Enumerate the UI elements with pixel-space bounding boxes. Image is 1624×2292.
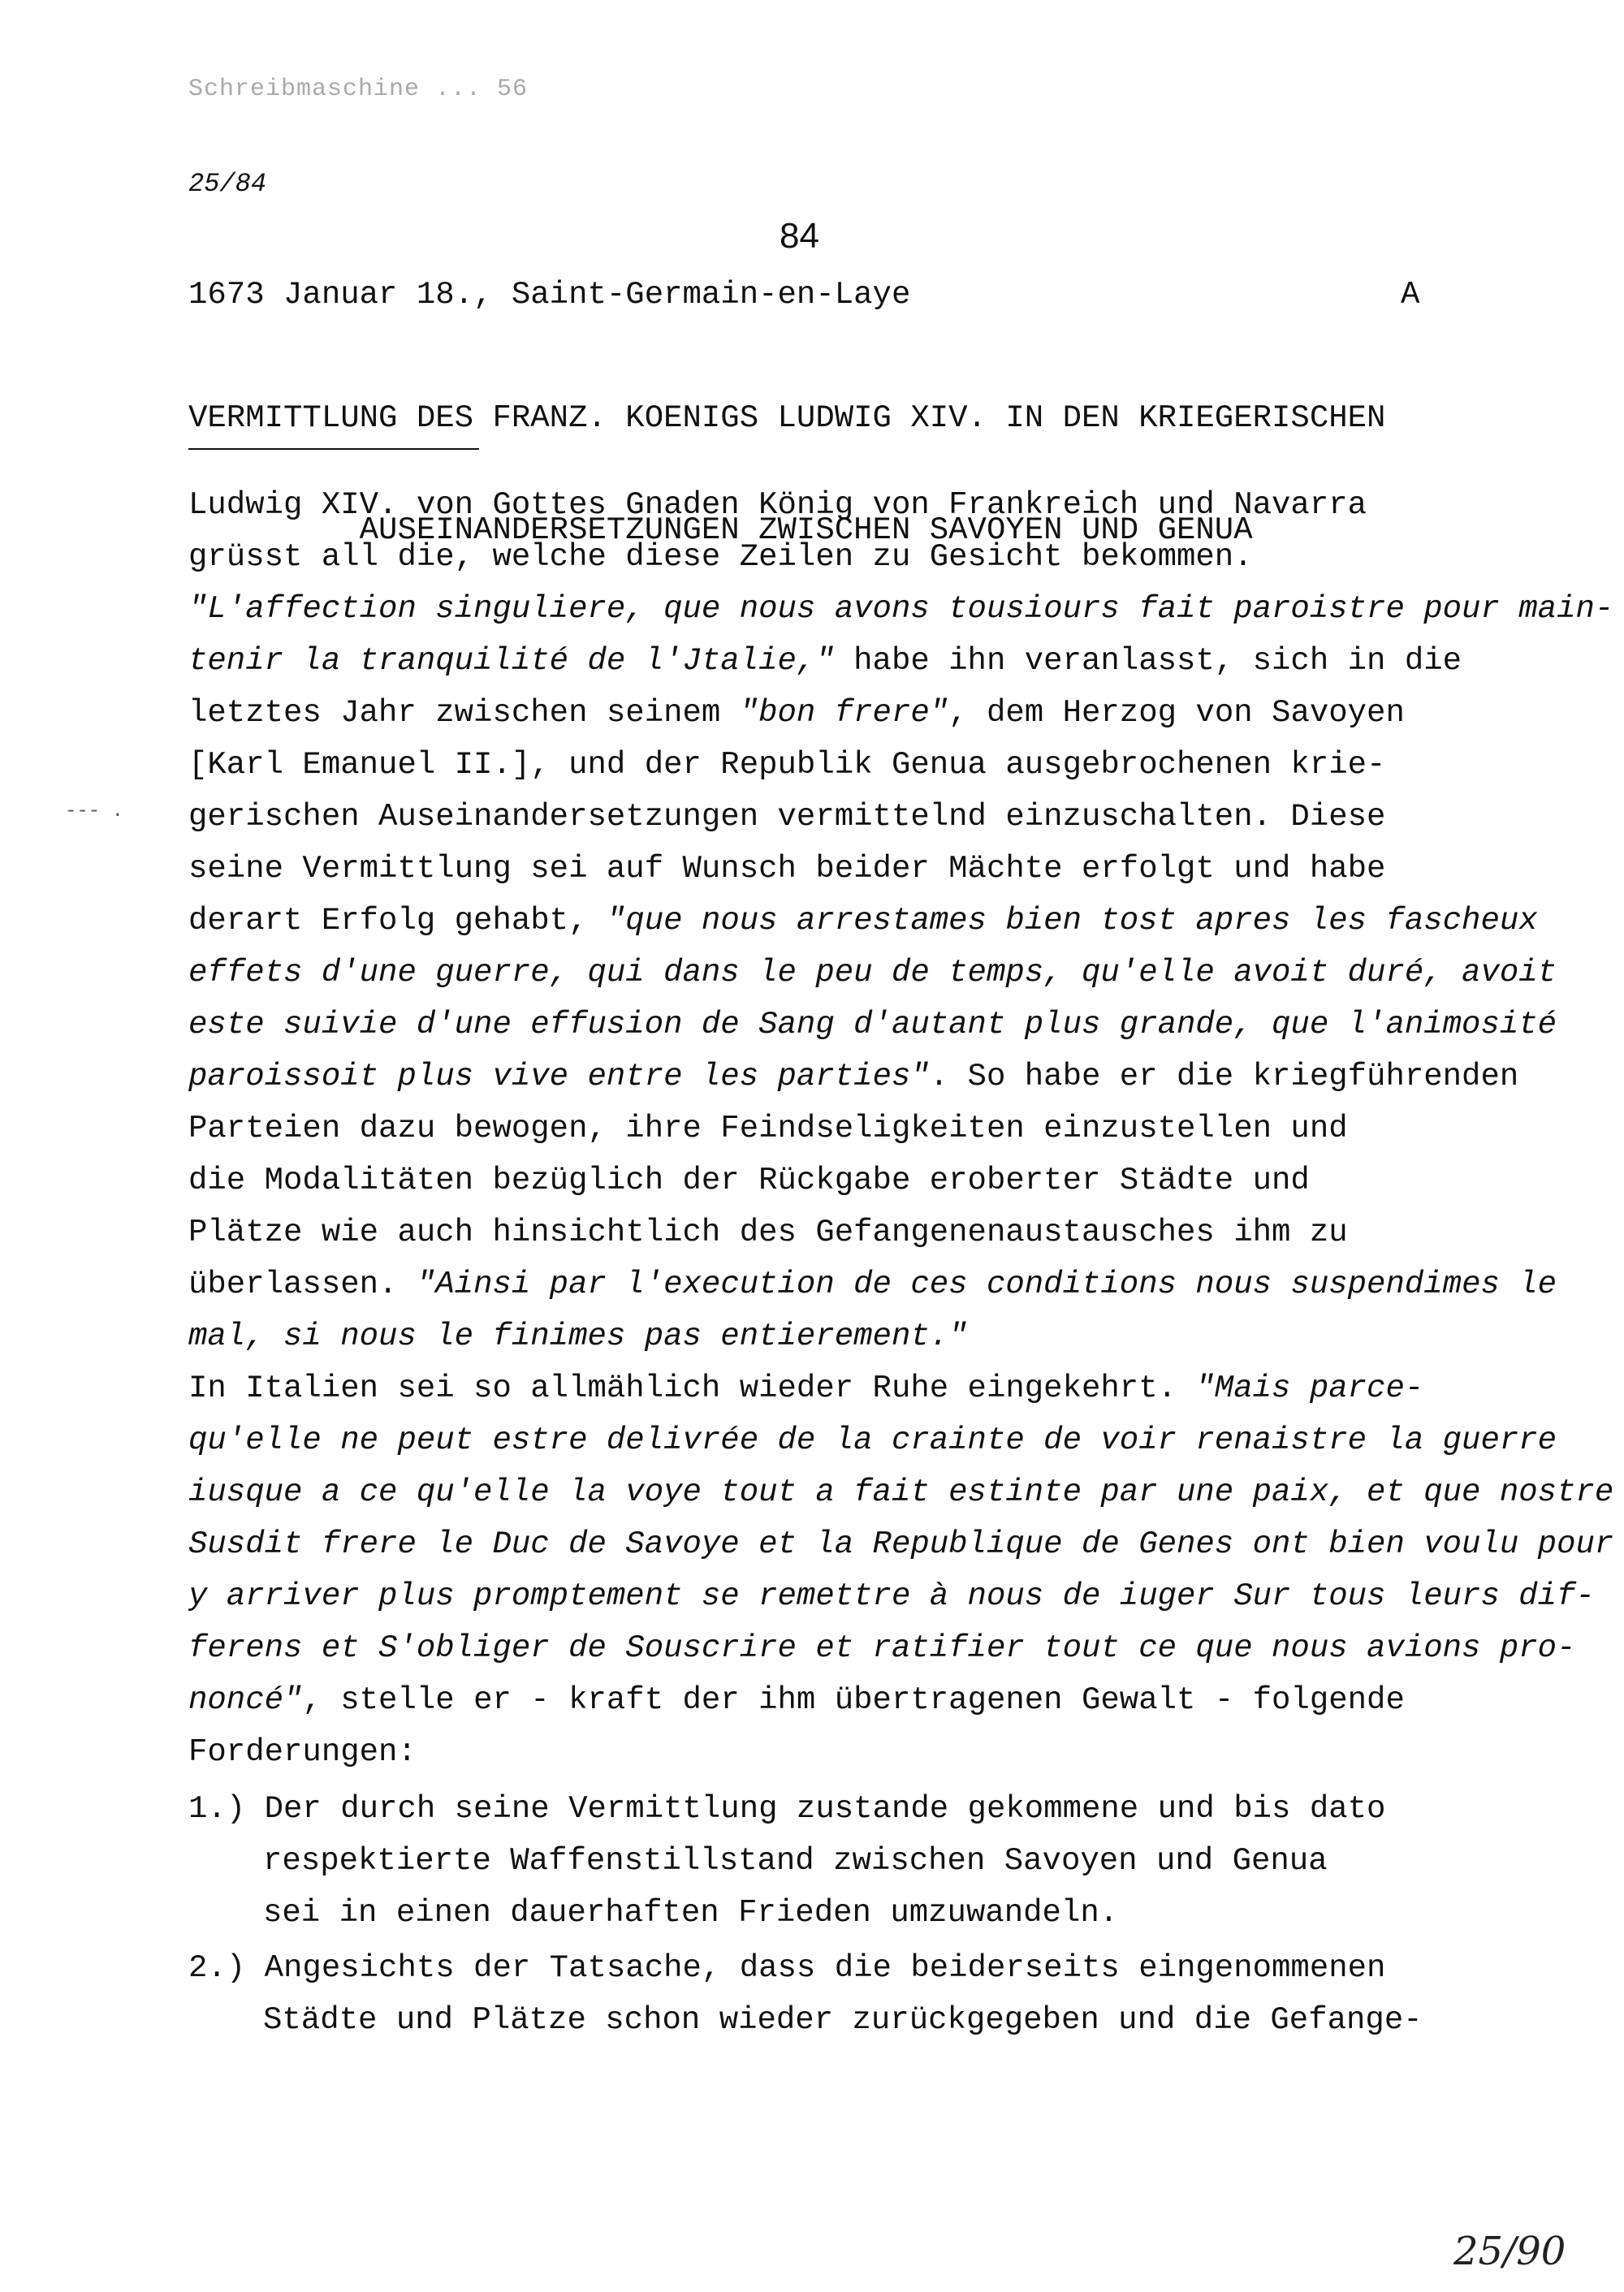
text-segment: . So habe er die kriegführenden [929, 1059, 1519, 1094]
text-segment: Plätze wie auch hinsichtlich des Gefangenenaustausches ihm zu [188, 1215, 1348, 1250]
text-line [188, 1526, 1613, 1564]
quoted-french-text: mal, si nous le finimes pas entierement." [188, 1319, 968, 1354]
divider-rule [188, 448, 479, 450]
quoted-french-text: ferens et S'obliger de Souscrire et ratifier tout ce que nous avions pro- [188, 1630, 1576, 1666]
quoted-french-text: "L'affection singuliere, que nous avons tousiours fait paroistre pour main- [188, 591, 1614, 627]
text-segment: Städte und Plätze schon wieder zurückgegeben und die Gefange- [263, 2002, 1423, 2038]
quoted-french-text: iusque a ce qu'elle la voye tout a fait estinte par une paix, et que nostre [188, 1474, 1614, 1510]
title-line-2: AUSEINANDERSETZUNGEN ZWISCHEN SAVOYEN UND GENUA [188, 512, 1253, 548]
text-line [188, 746, 1385, 784]
text-line [188, 1266, 1557, 1304]
text-segment: [Karl Emanuel II.], und der Republik Genua ausgebrochenen krie- [188, 747, 1386, 783]
text-line [188, 694, 1405, 732]
text-segment: In Italien sei so allmählich wieder Ruhe eingekehrt. [188, 1370, 1196, 1406]
text-segment: derart Erfolg gehabt, [188, 903, 607, 939]
text-segment: respektierte Waffenstillstand zwischen Savoyen und Genua [263, 1843, 1328, 1879]
text-segment: Parteien dazu bewogen, ihre Feindseligkeiten einzustellen und [188, 1111, 1348, 1146]
text-segment: habe ihn veranlasst, sich in die [834, 643, 1462, 679]
reference-number: 25/84 [188, 169, 267, 199]
text-line [188, 1110, 1348, 1148]
text-line [188, 538, 1253, 576]
text-line [188, 1578, 1595, 1616]
quoted-french-text: "Ainsi par l'execution de ces conditions nous suspendimes le [416, 1267, 1557, 1302]
title-line-1: VERMITTLUNG DES FRANZ. KOENIGS LUDWIG XIV. IN DEN KRIEGERISCHEN [188, 400, 1386, 436]
quoted-french-text: qu'elle ne peut estre delivrée de la crainte de voir renaistre la guerre [188, 1422, 1557, 1458]
quoted-french-text: y arriver plus promptement se remettre à nous de iuger Sur tous leurs dif- [188, 1578, 1595, 1614]
quoted-french-text: Susdit frere le Duc de Savoye et la Republique de Genes ont bien voulu pour [188, 1526, 1614, 1562]
quoted-french-text: "que nous arrestames bien tost apres les fascheux [606, 903, 1538, 939]
text-segment: 1.) Der durch seine Vermittlung zustande gekommene und bis dato [188, 1791, 1386, 1827]
text-line [188, 1318, 968, 1356]
text-line [188, 1422, 1557, 1460]
text-line [263, 2001, 1423, 2039]
text-segment: Forderungen: [188, 1734, 417, 1770]
text-line [188, 798, 1385, 836]
archive-stamp: Schreibmaschine ... 56 [188, 76, 529, 103]
text-line [263, 1842, 1328, 1880]
text-segment: 2.) Angesichts der Tatsache, dass die beiderseits eingenommenen [188, 1950, 1386, 1986]
quoted-french-text: tenir la tranquilité de l'Jtalie," [188, 643, 835, 679]
text-line [188, 1058, 1518, 1096]
text-line [188, 486, 1367, 524]
text-line [188, 1214, 1348, 1252]
text-segment: , dem Herzog von Savoyen [948, 695, 1405, 731]
type-letter: A [1401, 277, 1420, 313]
margin-mark: --- . [65, 801, 124, 822]
text-line [188, 590, 1613, 628]
text-segment: seine Vermittlung sei auf Wunsch beider Mächte erfolgt und habe [188, 851, 1386, 887]
text-segment: , stelle er - kraft der ihm übertragenen Gewalt - folgende [302, 1682, 1405, 1718]
text-line [188, 1474, 1613, 1512]
quoted-french-text: paroissoit plus vive entre les parties" [188, 1059, 930, 1094]
text-line [188, 1790, 1385, 1828]
text-segment: gerischen Auseinandersetzungen vermittelnd einzuschalten. Diese [188, 799, 1386, 835]
quoted-french-text: "bon frere" [739, 695, 949, 731]
text-line [188, 1006, 1557, 1044]
text-line [188, 1949, 1385, 1988]
document-number: 84 [780, 216, 819, 256]
date-place: 1673 Januar 18., Saint-Germain-en-Laye [188, 277, 911, 313]
text-line [188, 1162, 1310, 1200]
text-line [188, 850, 1385, 888]
text-segment: die Modalitäten bezüglich der Rückgabe eroberter Städte und [188, 1163, 1310, 1198]
text-line [188, 1629, 1575, 1668]
text-segment: überlassen. [188, 1267, 417, 1302]
quoted-french-text: noncé" [188, 1682, 303, 1718]
text-segment: Ludwig XIV. von Gottes Gnaden König von Frankreich und Navarra [188, 487, 1367, 523]
text-segment: sei in einen dauerhaften Frieden umzuwandeln. [263, 1895, 1119, 1931]
text-line [188, 1733, 417, 1772]
quoted-french-text: este suivie d'une effusion de Sang d'autant plus grande, que l'animosité [188, 1007, 1557, 1042]
text-line [188, 902, 1538, 940]
handwritten-page-number: 25/90 [1453, 2229, 1566, 2274]
text-line [188, 1370, 1423, 1408]
text-segment: letztes Jahr zwischen seinem [188, 695, 740, 731]
text-line [188, 642, 1462, 680]
quoted-french-text: "Mais parce- [1195, 1370, 1424, 1406]
quoted-french-text: effets d'une guerre, qui dans le peu de temps, qu'elle avoit duré, avoit [188, 955, 1557, 991]
text-line [188, 954, 1557, 992]
text-line [188, 1681, 1405, 1720]
text-line [263, 1894, 1118, 1932]
text-segment: grüsst all die, welche diese Zeilen zu Gesicht bekommen. [188, 539, 1253, 575]
